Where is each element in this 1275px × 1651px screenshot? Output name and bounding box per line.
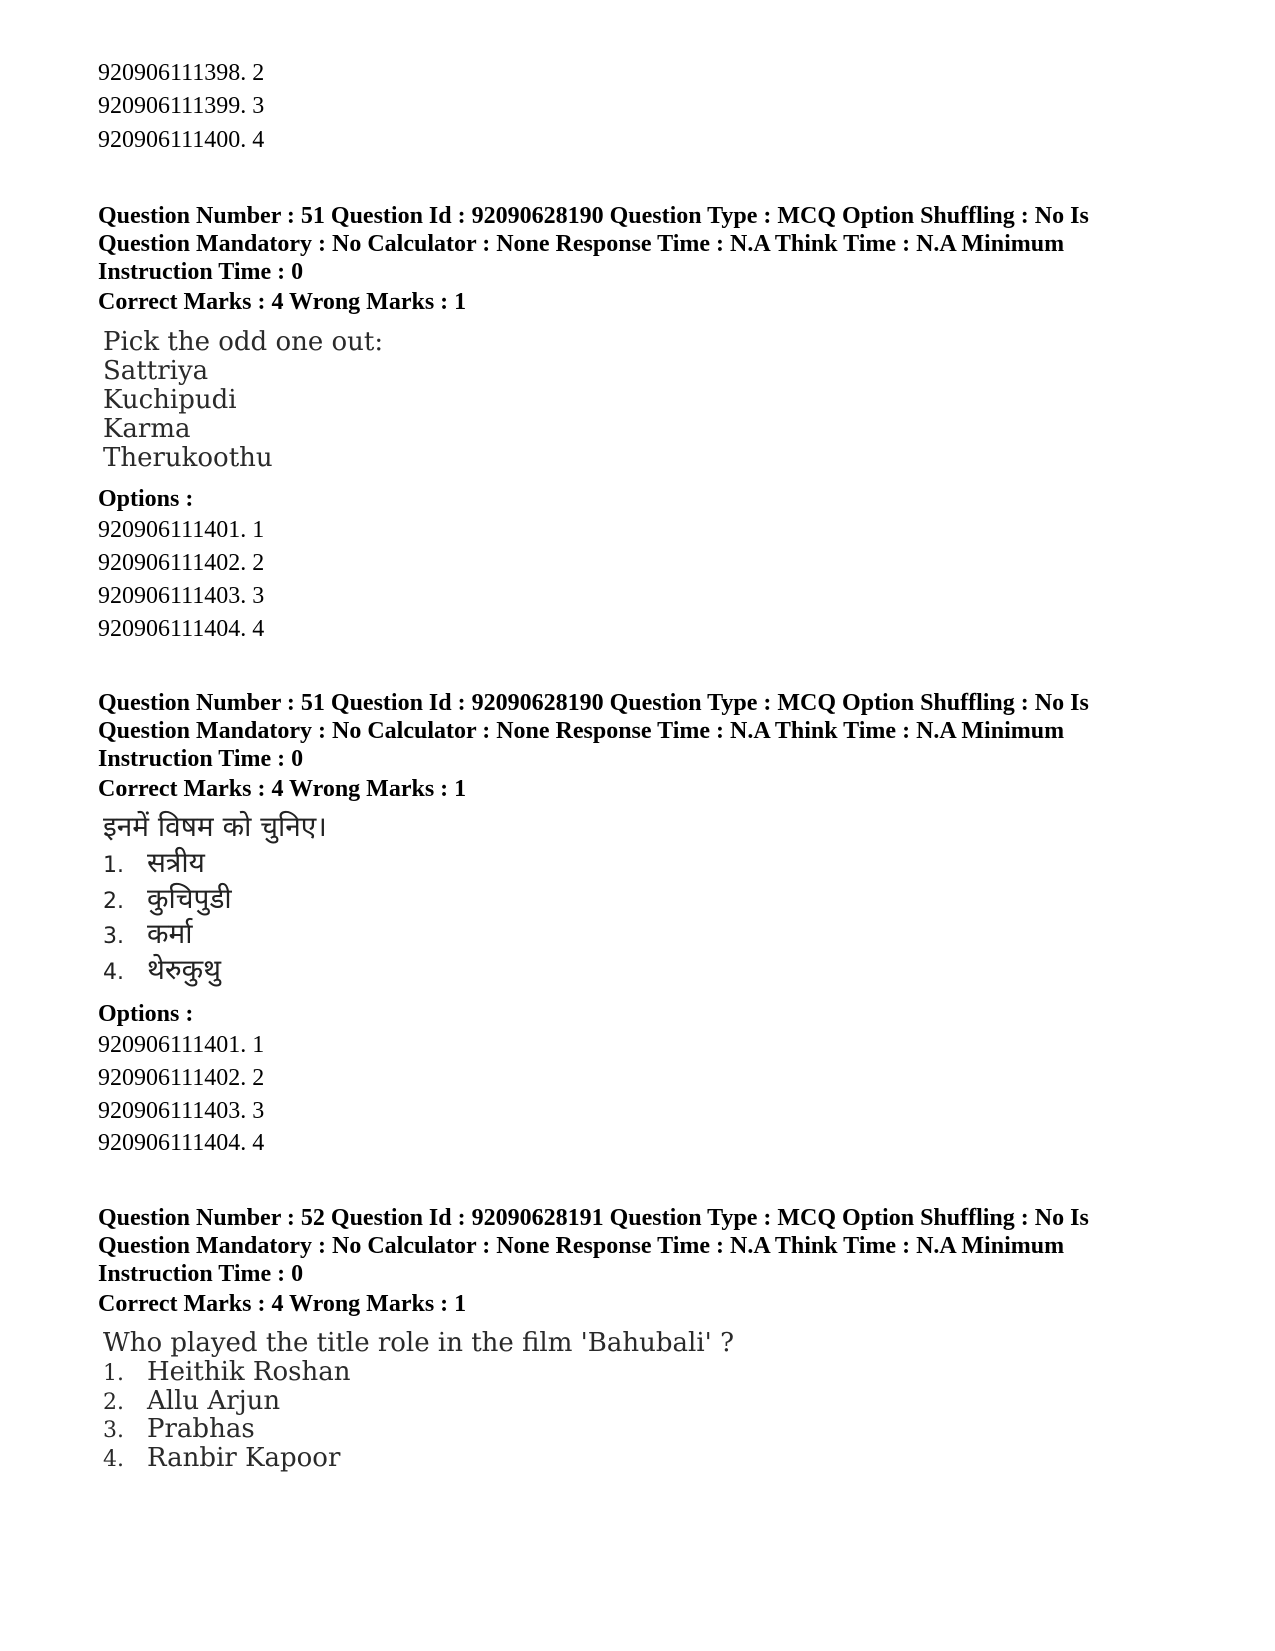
option-line: 920906111402. 2 (98, 1065, 265, 1091)
options-label: Options : (98, 1001, 194, 1027)
item-text: Ranbir Kapoor (147, 1443, 341, 1473)
question-item (103, 916, 193, 955)
item-number: 1. (103, 853, 124, 878)
question-item (103, 1357, 350, 1389)
option-line: 920906111401. 1 (98, 517, 265, 543)
option-line: 920906111404. 4 (98, 616, 265, 642)
question-meta: Question Number : 51 Question Id : 92090628190 Question Type : MCQ Option Shuffling : No Is Question Mandatory : No Calculator : None Response Time : N.A Think Time : N.A Minimum Instruction Time : 0 (98, 690, 1089, 772)
question-item: Sattriya (103, 356, 209, 386)
item-number: 2. (103, 889, 124, 914)
item-number: 4. (103, 960, 124, 985)
question-text: इनमें विषम को चुनिए। (103, 810, 327, 843)
option-line: 920906111400. 4 (98, 127, 265, 153)
item-text: थेरुकुथु (147, 953, 222, 986)
question-meta: Question Number : 51 Question Id : 92090628190 Question Type : MCQ Option Shuffling : No Is Question Mandatory : No Calculator : None Response Time : N.A Think Time : N.A Minimum Instruction Time : 0 (98, 203, 1089, 285)
option-line: 920906111401. 1 (98, 1032, 265, 1058)
item-number: 4. (103, 1447, 124, 1472)
question-marks: Correct Marks : 4 Wrong Marks : 1 (98, 776, 467, 802)
option-line: 920906111404. 4 (98, 1130, 265, 1156)
item-number: 3. (103, 924, 124, 949)
question-item: Therukoothu (103, 443, 273, 473)
item-number: 2. (103, 1390, 124, 1415)
question-item (103, 952, 221, 991)
item-text: Heithik Roshan (147, 1357, 351, 1387)
question-text: Who played the title role in the film 'Bahubali' ? (103, 1328, 735, 1358)
question-item (103, 845, 205, 884)
question-meta: Question Number : 52 Question Id : 92090628191 Question Type : MCQ Option Shuffling : No Is Question Mandatory : No Calculator : None Response Time : N.A Think Time : N.A Minimum Instruction Time : 0 (98, 1205, 1089, 1287)
item-text: Allu Arjun (147, 1386, 281, 1416)
option-line: 920906111403. 3 (98, 583, 265, 609)
question-item: Kuchipudi (103, 385, 237, 415)
item-text: कर्मा (147, 917, 193, 950)
question-item: Karma (103, 414, 191, 444)
question-marks: Correct Marks : 4 Wrong Marks : 1 (98, 289, 467, 315)
options-label: Options : (98, 486, 194, 512)
question-item (103, 1414, 255, 1446)
question-item (103, 881, 232, 920)
item-text: Prabhas (147, 1414, 255, 1444)
question-marks: Correct Marks : 4 Wrong Marks : 1 (98, 1291, 467, 1317)
item-number: 1. (103, 1361, 124, 1386)
question-item (103, 1443, 340, 1475)
question-text: Pick the odd one out: (103, 327, 384, 357)
option-line: 920906111403. 3 (98, 1098, 265, 1124)
option-line: 920906111398. 2 (98, 60, 265, 86)
option-line: 920906111402. 2 (98, 550, 265, 576)
option-line: 920906111399. 3 (98, 93, 265, 119)
item-text: सत्रीय (147, 846, 205, 879)
item-text: कुचिपुडी (147, 882, 232, 915)
item-number: 3. (103, 1418, 124, 1443)
